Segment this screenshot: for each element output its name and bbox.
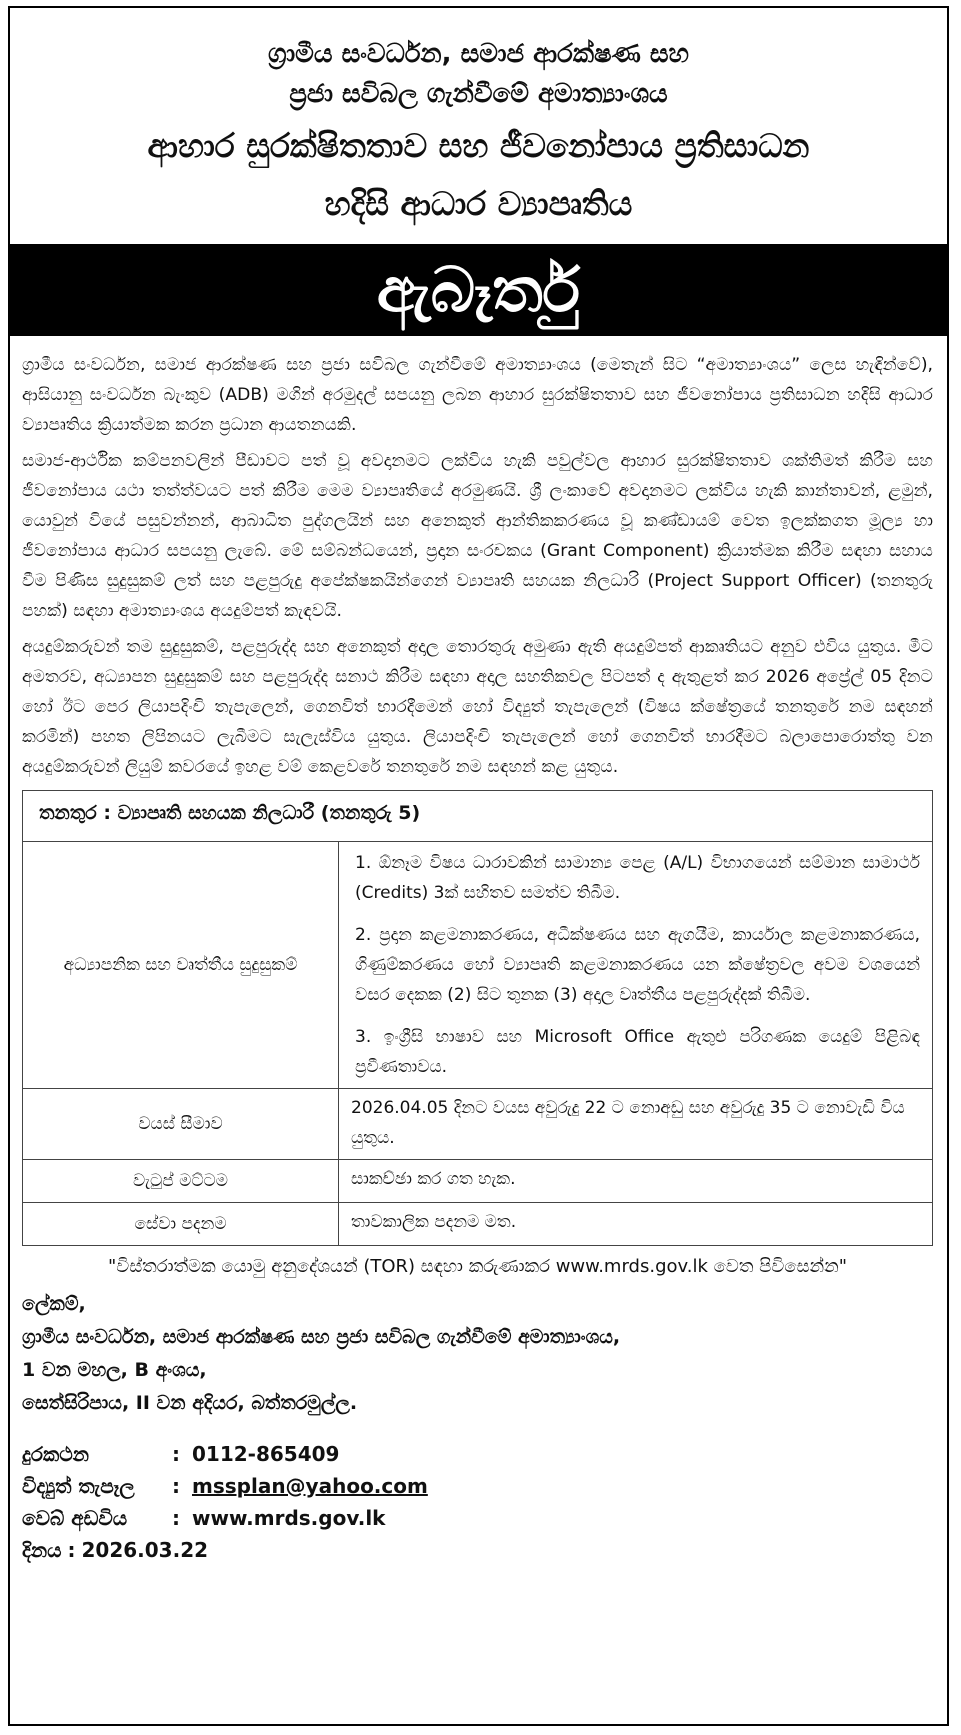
- phone-label: දුරකථන: [22, 1442, 89, 1466]
- vacancies-banner: ඇබෑර්තු: [10, 244, 947, 336]
- separator: :: [172, 1474, 180, 1498]
- qualification-item: 3. ඉංග්‍රීසි භාෂාව සහ Microsoft Office ඇතුළු පරිගණක යෙදුම් පිළිබඳ ප්‍රවීණතාවය.: [355, 1027, 920, 1077]
- header: [10, 8, 947, 230]
- qualification-item: 2. ප්‍රදාන කළමනාකරණය, අධීක්ෂණය සහ ඇගයීම, කාර්යාල කළමනාකරණය, ගිණුම්කරණය හෝ ව්‍යාපෘති කළමනාකරණය යන ක්ෂේත්‍රවල අවම වශයෙන් වසර දෙකක (2) සිට තුනක (3) අදාල වෘත්තීය පළපුරුද්දක් තිබීම.: [355, 925, 920, 1005]
- date-label: දිනය: [22, 1538, 62, 1562]
- table-row: [23, 1203, 933, 1246]
- qualification-item: 1. ඕනෑම විෂය ධාරාවකින් සාමාන්‍ය පෙළ (A/L) විභාගයෙන් සම්මාන සාමාර්ථ (Credits) 3ක් සහිතව සමත්ව තිබීම.: [355, 853, 920, 903]
- address-line: ග්‍රාමීය සංවර්ධන, සමාජ ආරක්ෂණ සහ ප්‍රජා සවිබල ගැන්වීමේ අමාත්‍යාංශය,: [22, 1326, 621, 1348]
- age-limit-label: වයස් සීමාව: [23, 1089, 339, 1160]
- date-value: 2026.03.22: [81, 1538, 209, 1562]
- address-block: [22, 1288, 933, 1420]
- requirements-table: [22, 790, 933, 1246]
- separator: :: [67, 1538, 76, 1562]
- qualifications-label: අධ්‍යාපනික සහ වෘත්තීය සුදුසුකම්: [23, 842, 339, 1089]
- project-title-line1: ආහාර සුරක්ෂිතතාව සහ ජීවනෝපාය ප්‍රතිසාධන: [147, 126, 810, 165]
- application-paragraph: අයදුම්කරුවන් තම සුදුසුකම්, පළපුරුද්ද සහ අනෙකුත් අදාල තොරතුරු අමුණා ඇති අයදුම්පත් ආකෘතියට අනුව එවිය යුතුය. මීට අමතරව, අධ්‍යාපන සුදුසුකම් සහ පළපුරුද්ද සනාථ කිරීම සඳහා අදාල සහතිකවල පිටපත් ද ඇතුළත් කර 2026 අප්‍රේල් 05 දිනට හෝ ඊට පෙර ලියාපදිංචි තැපැලෙන්, ගෙනවිත් භාරදීමෙන් හෝ විද්‍යුත් තැපැලෙන් (විෂය ක්ෂේත්‍රයේ තනතුරේ නම සඳහන් කරමින්) පහත ලිපිනයට ලැබීමට සැලැස්විය යුතුය. ලියාපදිංචි තැපැලෙන් හෝ ගෙනවිත් භාරදීමට බලාපොරොත්තු වන අයදුම්කරුවන් ලියුම් කවරයේ ඉහළ වම් කෙළවරේ තනතුරේ නම සඳහන් කළ යුතුය.: [22, 637, 933, 777]
- address-line: ලේකම්,: [22, 1293, 86, 1315]
- service-basis-value: තාවකාලික පදනම මත.: [339, 1203, 933, 1246]
- table-row: [23, 842, 933, 1089]
- email-row: [22, 1470, 933, 1502]
- ministry-name-line1: ග්‍රාමීය සංවර්ධන, සමාජ ආරක්ෂණ සහ: [268, 39, 689, 69]
- age-limit-value: 2026.04.05 දිනට වයස අවුරුදු 22 ට නොඅඩු සහ අවුරුදු 35 ට නොවැඩි විය යුතුය.: [339, 1089, 933, 1160]
- phone-row: [22, 1438, 933, 1470]
- address-line: සෙත්සිරිපාය, II වන අදියර, බත්තරමුල්ල.: [22, 1392, 358, 1414]
- website-row: [22, 1502, 933, 1534]
- tor-note: "විස්තරාත්මක යොමු අනුදේශයන් (TOR) සඳහා කරුණාකර www.mrds.gov.lk වෙත පිවිසෙන්න": [107, 1256, 848, 1277]
- email-link[interactable]: mssplan@yahoo.com: [192, 1474, 428, 1498]
- salary-value: සාකච්ඡා කර ගත හැක.: [339, 1160, 933, 1203]
- service-basis-label: සේවා පදනම: [23, 1203, 339, 1246]
- table-row: [23, 1160, 933, 1203]
- qualifications-value: [339, 842, 933, 1089]
- intro-paragraph: ග්‍රාමීය සංවර්ධන, සමාජ ආරක්ෂණ සහ ප්‍රජා සවිබල ගැන්වීමේ අමාත්‍යාංශය (මෙතැන් සිට “අමාත්‍යාංශය” ලෙස හැඳින්වේ), ආසියානු සංවර්ධන බැංකුව (ADB) මගින් අරමුදල් සපයනු ලබන ආහාර සුරක්ෂිතතාව සහ ජීවනෝපාය ප්‍රතිසාධන හදිසි ආධාර ව්‍යාපෘතිය ක්‍රියාත්මක කරන ප්‍රධාන ආයතනයකි.: [22, 355, 933, 435]
- date-row: [22, 1534, 933, 1566]
- advertisement-frame: [8, 6, 949, 1726]
- email-label: විද්‍යුත් තැපෑල: [22, 1474, 135, 1498]
- website-label: වෙබ් අඩවිය: [22, 1506, 128, 1530]
- position-header: තනතුර : ව්‍යාපෘති සහයක නිලධාරී (තනතුරු 5): [23, 791, 933, 842]
- table-header-row: [23, 791, 933, 842]
- contacts-block: [22, 1438, 933, 1566]
- salary-label: වැටුප් මට්ටම: [23, 1160, 339, 1203]
- separator: :: [172, 1442, 180, 1466]
- phone-number[interactable]: 0112-865409: [192, 1442, 340, 1466]
- website-link[interactable]: www.mrds.gov.lk: [192, 1506, 386, 1530]
- table-row: [23, 1089, 933, 1160]
- project-title-line2: හදිසි ආධාර ව්‍යාපෘතිය: [324, 184, 633, 223]
- objective-paragraph: සමාජ-ආර්ථික කම්පනවලින් පීඩාවට පත් වූ අවදානමට ලක්විය හැකි පවුල්වල ආහාර සුරක්ෂිතතාව ශක්තිමත් කිරීම සහ ජීවනෝපාය යථා තත්ත්වයට පත් කිරීම මෙම ව්‍යාපෘතියේ අරමුණයි. ශ්‍රී ලංකාවේ අවදානමට ලක්විය හැකි කාන්තාවන්, ළමුන්, යොවුන් වියේ පසුවන්නන්, ආබාධිත පුද්ගලයින් සහ අනෙකුත් ආන්තිකකරණය වූ කණ්ඩායම් වෙත ඉලක්කගත මූල්‍ය හා ජීවනෝපාය ආධාර සපයනු ලැබේ. මේ සම්බන්ධයෙන්, ප්‍රදාන සංරචකය (Grant Component) ක්‍රියාත්මක කිරීම සඳහා සහාය වීම පිණිස සුදුසුකම් ලත් සහ පළපුරුදු අපේක්ෂකයින්ගෙන් ව්‍යාපෘති සහයක නිලධාරි (Project Support Officer) (තනතුරු පහක්) සඳහා අමාත්‍යාංශය අයදුම්පත් කැඳවයි.: [22, 451, 933, 621]
- separator: :: [172, 1506, 180, 1530]
- ministry-name-line2: ප්‍රජා සවිබල ගැන්වීමේ අමාත්‍යාංශය: [289, 79, 668, 109]
- address-line: 1 වන මහල, B අංශය,: [22, 1359, 207, 1381]
- body-content: [10, 336, 947, 1566]
